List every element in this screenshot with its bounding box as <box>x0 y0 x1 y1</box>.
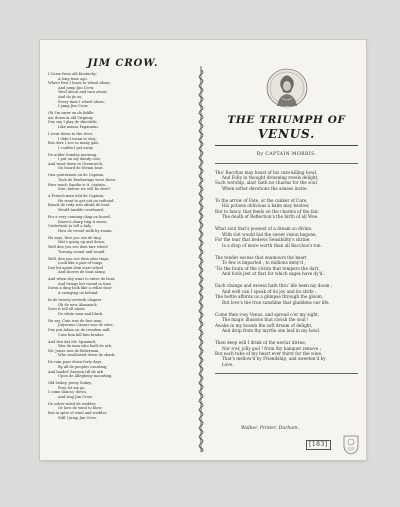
verse-line: His potions oblivious a balm may bestow, <box>222 203 310 209</box>
stanza-gap <box>215 333 358 340</box>
verse-line: Dawn a ding look like a cellar door <box>48 286 112 291</box>
verse-line: How de vessel walk by steam. <box>58 228 113 233</box>
venus-verses <box>215 170 358 368</box>
verse-line: I come dancin' down, <box>48 390 87 395</box>
verse-line: Pray let me go; <box>58 385 86 390</box>
stanza-gap <box>215 220 358 227</box>
verse-line: Like massa Pagannini. <box>58 124 99 129</box>
verse-line: An' down in old Virginny <box>48 115 93 120</box>
verse-line: I couldn't get away. <box>58 145 94 150</box>
verse-line: Wat's going up and down; <box>58 240 106 245</box>
verse-line: Awake in my bosom the soft dream of delight, <box>215 322 313 328</box>
verse-line: Sire, before we will be dere? <box>58 187 111 192</box>
left-column <box>48 58 198 420</box>
verse-line: I put on my dandy coat, <box>58 157 102 162</box>
verse-line: And shoves de boat along. <box>58 270 106 275</box>
verse-line: I went down to the river, <box>48 131 93 136</box>
verse-line: And well can I speak of its joy and its strife ; <box>222 288 317 294</box>
verse-line: Old Sukey, pussy Sukey, <box>48 381 92 386</box>
verse-line: Each change and excess hath thro' life been my doom ; <box>215 283 333 289</box>
verse-line: In de twenty-seventh chapter <box>48 298 102 303</box>
verse-line: Dey say I play de skientific, <box>48 120 98 125</box>
verse-line: De rain pour down forty days, <box>48 360 103 365</box>
stanza-gap <box>215 248 358 255</box>
verse-line: But dere I see so many gals, <box>48 141 100 146</box>
verse-line: The death of Reflection's the birth of all Woe. <box>222 214 319 220</box>
venus-title-line2: VENUS. <box>257 127 316 141</box>
verse-line: Ob de new Almanack, <box>58 302 98 307</box>
verse-line: I jump Jim Crow. <box>58 104 89 109</box>
verse-line: To few is imparted ; to millions deny'd ; <box>222 260 306 266</box>
verse-line: De white man and black. <box>58 311 104 316</box>
verse-line: But love's the true sunshine that gladdens our life. <box>222 299 330 305</box>
title-rule <box>215 145 358 146</box>
verse-line: 'Tis the brain of the victim that tempers the dart, <box>215 265 320 271</box>
verse-line: Oen gentermen on de Captain, <box>48 173 105 178</box>
verse-line: And jump Jim Crow. <box>58 85 95 90</box>
verse-line: The bottle affords us a glimpse through the gloom, <box>215 294 324 300</box>
verse-line: I Came from old Kentucky; <box>48 72 97 76</box>
verse-line: Dey bit again dem starr wheel <box>48 265 104 270</box>
verse-line: Mr. Jonas was de fisherman, <box>48 348 100 353</box>
verse-line: He say, Cain was de fust man, <box>48 318 103 323</box>
verse-line: Then deep will I drink of the nectar divine, <box>215 340 307 346</box>
verse-line: For a very cunning chap on board, <box>48 214 111 219</box>
verse-line: Does it tell all about <box>48 307 85 312</box>
verse-line: And do jis so; <box>58 94 83 99</box>
right-column <box>215 68 358 377</box>
verse-line: Would tumble overboard. <box>58 207 105 212</box>
verse-line: The magic illusions that ravish the soul ! <box>222 317 309 323</box>
venus-portrait-icon <box>265 68 309 108</box>
verse-line: Such worship, alas! hath no charms for the soul, <box>215 180 319 186</box>
verse-line: And fools jest at that for which sages have dy'd. <box>222 271 324 277</box>
verse-line: How much Sandie is it, captain, <box>48 182 107 187</box>
stanza-gap <box>215 305 358 312</box>
verse-line: What soul that's possest of a dream so divine, <box>215 226 313 232</box>
verse-line: Is a drop of more worth than all Bacchus's tun. <box>222 242 322 248</box>
verse-line: Love. <box>222 361 234 367</box>
verse-line: Where first I learn to wheel about, <box>48 81 112 86</box>
verse-line: When softer devotions the senses invite. <box>222 185 308 191</box>
jim-crow-verses <box>48 72 198 420</box>
verse-line: And Folly in thought drowning revels delight, <box>222 175 319 180</box>
verse-line: Come then rosy Venus, and spread o'er my sight, <box>215 311 320 317</box>
verse-line: And den dat Mr. Spaniard, <box>48 339 97 344</box>
verse-line: Still I jump Jim Crow. <box>58 415 97 420</box>
jim-crow-title: JIM CROW. <box>87 58 159 69</box>
venus-title-line1: THE TRIUMPH OF <box>227 114 346 126</box>
verse-line: For the tear that bedews Sensibility's shrine, <box>215 237 311 243</box>
verse-line: De udder Sunday morning, <box>48 152 98 157</box>
catalog-number: [183] <box>306 440 331 450</box>
verse-line: Took de Eneberings were there, <box>58 178 117 183</box>
printer-imprint: Walker, Printer, Durham. <box>241 426 299 431</box>
verse-line: A swinging on behind. <box>58 291 99 296</box>
verse-line: Nor e'er, jolly god ! from thy banquet remove ; <box>222 345 322 351</box>
verse-line: To the arrow of Fate, or the canker of Care, <box>215 198 308 204</box>
verse-line: Who swallowed down de shark. <box>58 353 116 358</box>
byline: By CAPTAIN MORRIS. <box>256 152 317 157</box>
verse-line: On board de Steam boat. <box>58 166 104 171</box>
verse-line: Turning round and round. <box>58 249 106 254</box>
verse-line: I didn't mean to stay; <box>58 136 97 141</box>
verse-line: Every time I wheel about, <box>58 99 105 104</box>
verse-line: That's mellow'd by Friendship, and sweeten'd by <box>222 356 326 362</box>
stanza-gap <box>215 276 358 283</box>
verse-line: Was de man who built de ark, <box>58 344 113 349</box>
verse-line: Dey put Adam on de treadem mill, <box>48 327 111 332</box>
verse-line: Or how de wind to blow; <box>58 406 103 411</box>
ornamental-vine-divider-icon <box>196 66 206 452</box>
verse-line: Undertook to tell a lady <box>48 224 92 229</box>
verse-line: He says, first you see de ting <box>48 235 101 240</box>
stanza-gap <box>215 191 358 198</box>
verse-line: Upon de Allegheny mounting. <box>58 374 113 379</box>
verse-line: But each tube of my heart ever thirst for the wine, <box>215 350 323 356</box>
verse-line: And brings her round in time <box>58 281 112 286</box>
verse-line: Oh I'm rarer on de fiddle, <box>48 111 95 116</box>
verse-line: But to fancy, that feeds on the charms of the fair, <box>215 208 320 214</box>
library-stamp-icon <box>342 433 360 455</box>
verse-line: Well, den you see dem odar tings, <box>48 256 110 261</box>
verse-line: Weel about and turn about, <box>58 90 108 95</box>
verse-line: And drop from thy myrtle one leaf in my bowl. <box>222 327 321 333</box>
verse-line: And when dey want to enter de boat, <box>48 277 116 282</box>
verse-line: With riot would bid the sweet vision begone, <box>222 231 317 237</box>
verse-line: The tender excess that enamours the heart <box>215 254 307 260</box>
verse-line: Julyornus Caesar was de oder; <box>58 323 114 328</box>
verse-line: Well den you see dem tarr wheel <box>48 244 108 249</box>
verse-line: Tho' Bacchus may boast of his care-killing bowl, <box>215 169 318 175</box>
verse-line: Case him kill him brudar. <box>58 332 105 337</box>
verse-line: Know'n sharp ting it seem; <box>58 219 107 224</box>
verse-line: And sing Jim Crow. <box>58 394 93 399</box>
verse-line: A French-man told de Captain, <box>48 194 105 199</box>
verse-line: Knock de rudy was afraid de boat <box>48 203 110 208</box>
broadside-sheet <box>40 40 366 460</box>
verse-line: Look like a pair of tongs, <box>58 261 104 266</box>
verse-line: De sober ruled de wedder, <box>48 401 97 406</box>
bottom-rule <box>215 373 358 374</box>
verse-line: He want to get out on railroad, <box>58 198 115 203</box>
verse-line: And landed Samson till de ark <box>48 369 103 374</box>
verse-line: By all de peoples counting; <box>58 364 108 369</box>
verse-line: And went down to Greenwich, <box>48 161 104 166</box>
byline-rule <box>215 163 358 164</box>
verse-line: But in spite of wind and wedder, <box>48 411 108 416</box>
verse-line: A long time ago, <box>58 76 88 81</box>
